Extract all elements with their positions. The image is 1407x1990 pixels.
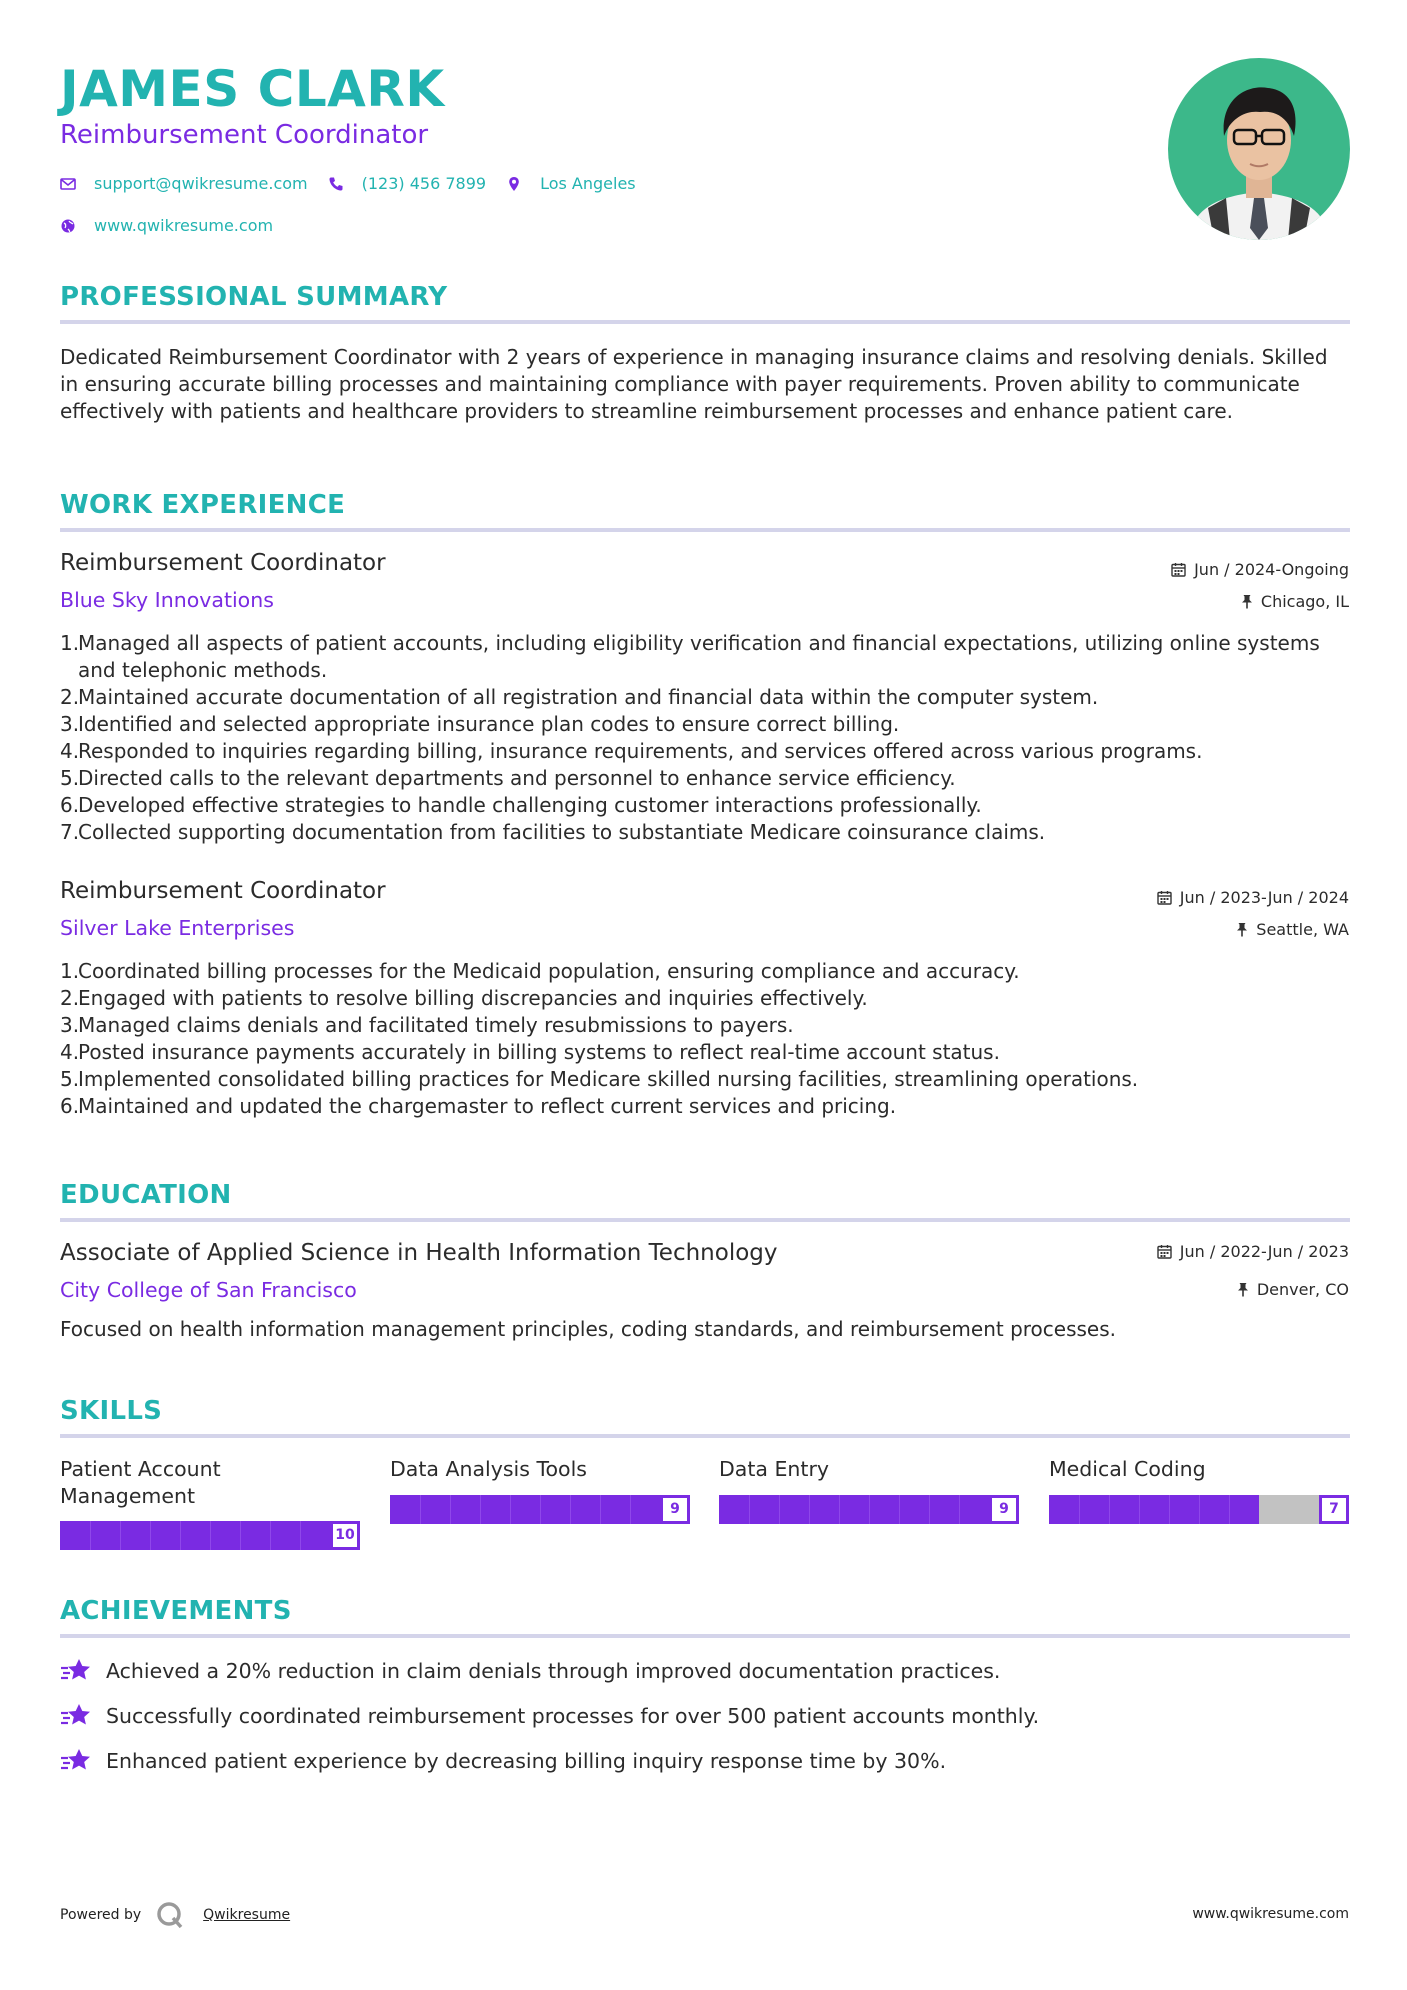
footer-url[interactable]: www.qwikresume.com xyxy=(1192,1906,1349,1922)
skill-bar-segment xyxy=(270,1521,271,1550)
job-location-text: Seattle, WA xyxy=(1256,920,1349,939)
list-item: 5. Implemented consolidated billing practices for Medicare skilled nursing facilities, streamlining operations. xyxy=(60,1067,1139,1091)
skill-bar-segment xyxy=(180,1521,181,1550)
calendar-icon xyxy=(1171,562,1186,577)
achievement-text: Successfully coordinated reimbursement processes for over 500 patient accounts monthly. xyxy=(106,1704,1040,1728)
achievement-item xyxy=(60,1748,946,1774)
achievement-item xyxy=(60,1703,1039,1729)
education-location-text: Denver, CO xyxy=(1256,1280,1349,1299)
skill-bar-segment xyxy=(779,1495,780,1524)
experience-heading: WORK EXPERIENCE xyxy=(60,490,346,520)
qwikresume-link[interactable]: Qwikresume xyxy=(203,1907,291,1923)
star-icon xyxy=(60,1703,92,1729)
job-bullets xyxy=(60,630,1350,846)
education-divider xyxy=(60,1218,1350,1222)
list-item: 2. Engaged with patients to resolve billing discrepancies and inquiries effectively. xyxy=(60,986,868,1010)
calendar-icon xyxy=(1157,890,1172,905)
job-role: Reimbursement Coordinator xyxy=(60,878,386,904)
website-row xyxy=(60,216,273,235)
skill-bar-segment xyxy=(929,1495,930,1524)
location-text: Los Angeles xyxy=(540,174,636,193)
skill-bar-segment xyxy=(90,1521,91,1550)
skill-bar-fill xyxy=(1049,1495,1259,1524)
skill-bar-segment xyxy=(749,1495,750,1524)
education-dates xyxy=(1157,1242,1349,1261)
website-link[interactable]: www.qwikresume.com xyxy=(94,216,274,235)
job-bullets xyxy=(60,958,1350,1120)
candidate-title: Reimbursement Coordinator xyxy=(60,120,429,150)
skill-bar-segment xyxy=(839,1495,840,1524)
job-dates xyxy=(1157,888,1349,907)
job-company: Silver Lake Enterprises xyxy=(60,916,295,940)
skill-bar-segment xyxy=(420,1495,421,1524)
skill-bar-segment xyxy=(630,1495,631,1524)
mail-icon xyxy=(60,176,76,192)
achievements-heading: ACHIEVEMENTS xyxy=(60,1596,292,1626)
skill-bar xyxy=(390,1495,690,1524)
skill-bar-segment xyxy=(1229,1495,1230,1524)
skill-bar-segment xyxy=(150,1521,151,1550)
pushpin-icon xyxy=(1236,922,1248,937)
skill-bar-segment xyxy=(540,1495,541,1524)
job-location xyxy=(1236,920,1349,939)
skill-bar-fill xyxy=(719,1495,989,1524)
list-item: 6. Maintained and updated the chargemaster to reflect current services and pricing. xyxy=(60,1094,897,1118)
education-description: Focused on health information management principles, coding standards, and reimbursement processes. xyxy=(60,1317,1117,1341)
skill-label: Data Entry xyxy=(719,1457,830,1481)
list-item: 7. Collected supporting documentation from facilities to substantiate Medicare coinsurance claims. xyxy=(60,820,1046,844)
skill-label: Patient Account Management xyxy=(60,1457,221,1508)
list-item: 4. Responded to inquiries regarding billing, insurance requirements, and services offered across various programs. xyxy=(60,739,1203,763)
achievements-divider xyxy=(60,1634,1350,1638)
list-item: 6. Developed effective strategies to handle challenging customer interactions professionally. xyxy=(60,793,982,817)
skill-bar-segment xyxy=(600,1495,601,1524)
pushpin-icon xyxy=(1237,1282,1249,1297)
skill-bar-segment xyxy=(809,1495,810,1524)
skill-bar-segment xyxy=(300,1521,301,1550)
list-item: 1. Managed all aspects of patient accounts, including eligibility verification and financial expectations, utilizing online systems and telephonic methods. xyxy=(60,631,1320,682)
job-dates-text: Jun / 2024-Ongoing xyxy=(1194,560,1349,579)
job-company: Blue Sky Innovations xyxy=(60,588,274,612)
skill-bar-segment xyxy=(1199,1495,1200,1524)
skill-label: Data Analysis Tools xyxy=(390,1457,587,1481)
skill-bar-segment xyxy=(570,1495,571,1524)
profile-photo xyxy=(1168,58,1350,240)
list-item: 1. Coordinated billing processes for the Medicaid population, ensuring compliance and accuracy. xyxy=(60,959,1020,983)
summary-divider xyxy=(60,320,1350,324)
skill-bar-segment xyxy=(1079,1495,1080,1524)
summary-heading: PROFESSIONAL SUMMARY xyxy=(60,282,448,312)
list-item: 3. Identified and selected appropriate insurance plan codes to ensure correct billing. xyxy=(60,712,900,736)
skill-bar-segment xyxy=(1139,1495,1140,1524)
powered-by-label: Powered by xyxy=(60,1907,142,1923)
globe-icon xyxy=(60,218,76,234)
list-item: 4. Posted insurance payments accurately in billing systems to reflect real-time account status. xyxy=(60,1040,1000,1064)
list-item: 5. Directed calls to the relevant departments and personnel to enhance service efficiency. xyxy=(60,766,956,790)
achievement-text: Enhanced patient experience by decreasing billing inquiry response time by 30%. xyxy=(106,1749,947,1773)
job-location xyxy=(1241,592,1349,611)
star-icon xyxy=(60,1748,92,1774)
job-dates-text: Jun / 2023-Jun / 2024 xyxy=(1179,888,1349,907)
skill-bar xyxy=(719,1495,1019,1524)
skills-heading: SKILLS xyxy=(60,1396,163,1426)
skill-bar-segment xyxy=(480,1495,481,1524)
summary-text: Dedicated Reimbursement Coordinator with 2 years of experience in managing insurance claims and resolving denials. Skilled in ensuring accurate billing processes and maintaining compliance with payer requirements. Proven ability to communicate effectively with patients and healthcare providers to streamline reimbursement processes and enhance patient care. xyxy=(60,345,1328,423)
contact-row xyxy=(60,174,636,193)
education-location xyxy=(1237,1280,1349,1299)
star-icon xyxy=(60,1658,92,1684)
skills-divider xyxy=(60,1434,1350,1438)
experience-divider xyxy=(60,528,1350,532)
skill-bar-segment xyxy=(240,1521,241,1550)
skill-bar-segment xyxy=(1169,1495,1170,1524)
email-link[interactable]: support@qwikresume.com xyxy=(94,174,308,193)
education-degree: Associate of Applied Science in Health Information Technology xyxy=(60,1240,778,1266)
candidate-name: JAMES CLARK xyxy=(60,60,445,118)
skill-bar-segment xyxy=(1109,1495,1110,1524)
job-location-text: Chicago, IL xyxy=(1260,592,1349,611)
education-dates-text: Jun / 2022-Jun / 2023 xyxy=(1179,1242,1349,1261)
skill-bar xyxy=(60,1521,360,1550)
pushpin-icon xyxy=(1241,594,1253,609)
skill-bar-segment xyxy=(899,1495,900,1524)
skill-bar-fill xyxy=(390,1495,660,1524)
phone-text[interactable]: (123) 456 7899 xyxy=(361,174,487,193)
calendar-icon xyxy=(1157,1244,1172,1259)
achievement-item xyxy=(60,1658,1000,1684)
qwikresume-logo-icon xyxy=(155,1900,185,1930)
job-role: Reimbursement Coordinator xyxy=(60,550,386,576)
skill-score: 9 xyxy=(989,1495,1019,1524)
skill-bar-segment xyxy=(869,1495,870,1524)
skill-score: 10 xyxy=(330,1521,360,1550)
job-dates xyxy=(1171,560,1349,579)
list-item: 3. Managed claims denials and facilitated timely resubmissions to payers. xyxy=(60,1013,794,1037)
phone-icon xyxy=(328,176,344,192)
skill-bar-segment xyxy=(959,1495,960,1524)
skill-bar-segment xyxy=(120,1521,121,1550)
skill-bar-segment xyxy=(450,1495,451,1524)
skill-score: 7 xyxy=(1319,1495,1349,1524)
education-heading: EDUCATION xyxy=(60,1180,232,1210)
footer-powered-by xyxy=(60,1900,290,1930)
skill-bar xyxy=(1049,1495,1349,1524)
list-item: 2. Maintained accurate documentation of all registration and financial data within the computer system. xyxy=(60,685,1099,709)
education-school: City College of San Francisco xyxy=(60,1278,357,1302)
skill-label: Medical Coding xyxy=(1049,1457,1206,1481)
skill-bar-segment xyxy=(510,1495,511,1524)
skill-bar-segment xyxy=(210,1521,211,1550)
achievement-text: Achieved a 20% reduction in claim denials through improved documentation practices. xyxy=(106,1659,1001,1683)
skill-score: 9 xyxy=(660,1495,690,1524)
location-pin-icon xyxy=(506,176,522,192)
